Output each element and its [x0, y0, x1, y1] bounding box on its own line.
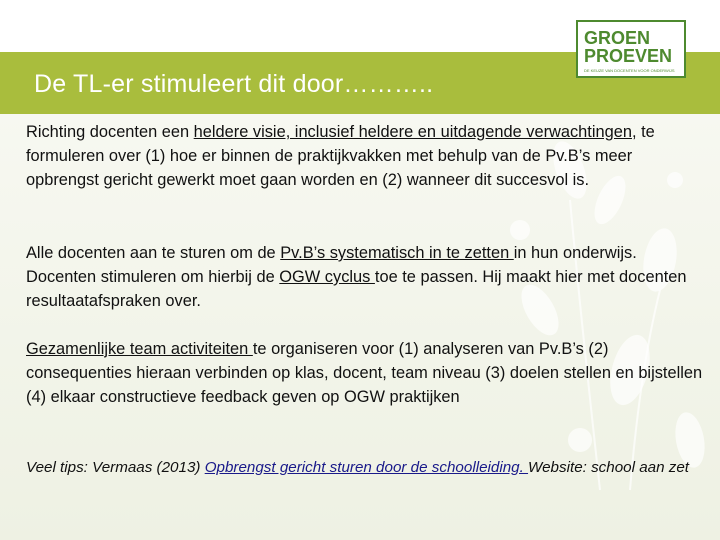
logo-line1: GROEN	[584, 28, 651, 48]
p2-text1: Alle docenten aan te sturen om de	[26, 244, 281, 262]
p1-text1: Richting docenten een	[26, 123, 194, 141]
p2-text2: in hun onderwijs. Docenten stimuleren om hierbij de	[26, 244, 637, 286]
logo-tagline: DE KEUZE VAN DOCENTEN VOOR ONDERWIJS	[584, 68, 675, 73]
paragraph-team	[26, 337, 706, 409]
p4-text1: Veel tips: Vermaas (2013)	[26, 459, 205, 476]
p2-underlined-ogw: OGW cyclus	[279, 268, 375, 286]
p3-underlined-team: Gezamenlijke team activiteiten	[26, 340, 253, 358]
paragraph-visie	[26, 120, 706, 192]
slide-title: De TL-er stimuleert dit door………..	[34, 70, 434, 98]
p2-underlined-pvb: Pv.B’s systematisch in te zetten	[280, 244, 514, 262]
p1-underlined-visie: heldere visie, inclusief heldere en uitdagende verwachtingen	[193, 123, 632, 141]
logo-line2: PROEVEN	[584, 46, 673, 66]
p4-reference-link[interactable]: Opbrengst gericht sturen door de schoolleiding.	[204, 459, 529, 476]
paragraph-tips	[26, 456, 706, 479]
groen-proeven-logo	[576, 20, 686, 78]
p2-text3: toe te passen. Hij maakt hier met docenten resultaatafspraken over.	[26, 268, 687, 310]
p3-text1: te organiseren voor (1) analyseren van Pv.B’s (2) consequenties hieraan verbinden op klas, docent, team niveau (3) doelen stellen en bijstellen (4) elkaar constructieve feedback geven op OGW praktijken	[26, 340, 703, 406]
p4-text2: Website: school aan zet	[528, 459, 690, 476]
p1-text2: , te formuleren over (1) hoe er binnen de praktijkvakken met behulp van de Pv.B’s meer opbrengst gericht gewerkt moet gaan worden en (2) wanneer dit succesvol is.	[26, 123, 655, 189]
paragraph-sturen	[26, 241, 706, 313]
